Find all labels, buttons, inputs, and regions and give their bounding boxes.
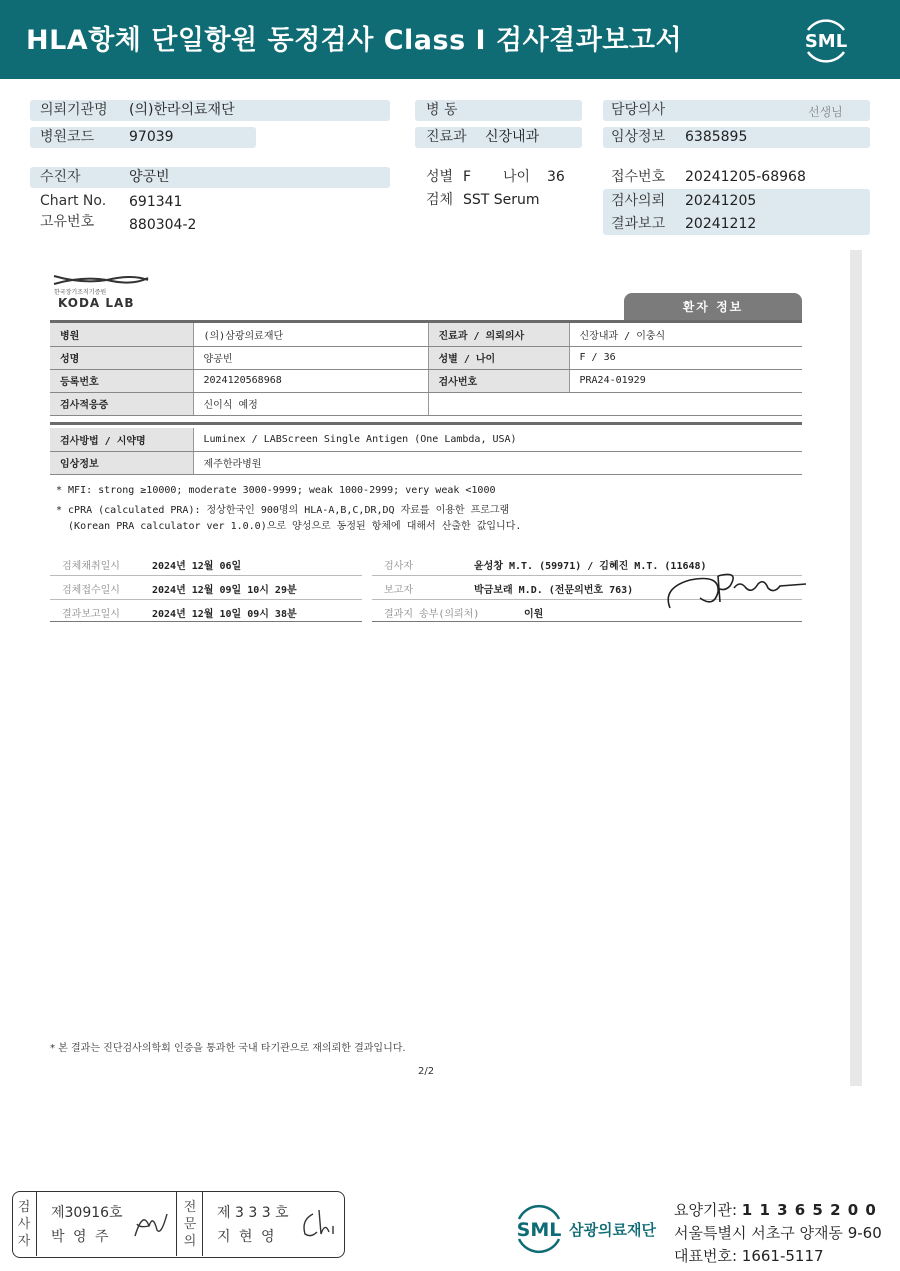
- department-value: 신장내과: [485, 129, 540, 145]
- note-cpra: * cPRA (calculated PRA): 정상한국인 900명의 HLA-A,B,C,DR,DQ 자료를 이용한 프로그램: [56, 505, 510, 516]
- cell-k2: 검사번호: [428, 369, 569, 392]
- care-number: 1 1 3 6 5 2 0 0: [741, 1201, 877, 1219]
- row-value: 2024년 12월 10일 09시 38분: [152, 609, 297, 620]
- cell-v2: 신장내과 / 이충식: [569, 323, 802, 346]
- request-date-label: 검사의뢰: [611, 193, 666, 209]
- requesting-org-value: (의)한라의료재단: [129, 102, 235, 118]
- koda-org-text: 한국장기조직기증원: [54, 289, 107, 296]
- age-label: 나이: [503, 169, 531, 185]
- unique-no-value: 880304-2: [129, 217, 197, 233]
- sml-footer-logo: [509, 1199, 569, 1257]
- signature-box: [12, 1191, 345, 1258]
- scan-footnote: * 본 결과는 진단검사의학회 인증을 통과한 국내 타기관으로 재의뢰한 결과입니다.: [50, 1043, 406, 1054]
- tester-label: 검 사 자: [17, 1200, 31, 1249]
- cell-k: 검사방법 / 시약명: [50, 428, 193, 451]
- report-date-value: 20241212: [685, 216, 757, 232]
- reporter-signature: [660, 558, 810, 616]
- left-bottom-rule: [50, 621, 362, 622]
- sml-logo: [796, 12, 856, 68]
- tester-name: 박 영 주: [51, 1229, 111, 1245]
- specimen-label: 검체: [426, 192, 454, 208]
- patient-info-row: [50, 346, 802, 369]
- page-number: 2/2: [418, 1066, 435, 1077]
- unique-no-label: 고유번호: [40, 214, 95, 230]
- chart-no-value: 691341: [129, 194, 183, 210]
- care-label: 요양기관:: [674, 1201, 738, 1219]
- sml-footer-logo-text: SML: [516, 1219, 562, 1241]
- cell-k1: 성명: [50, 346, 193, 369]
- scan-detail-row: [384, 581, 633, 596]
- report-title: HLA항체 단일항원 동정검사 Class I 검사결과보고서: [26, 25, 683, 56]
- cell-k1: 등록번호: [50, 369, 193, 392]
- test-method-row: [50, 428, 802, 451]
- test-method-row: [50, 451, 802, 474]
- receipt-no-value: 20241205-68968: [685, 169, 806, 185]
- footer-address: 서울특별시 서초구 양재동 9-60: [674, 1224, 882, 1242]
- scan-detail-row: [62, 605, 297, 620]
- cell-v: 제주한라병원: [193, 451, 802, 474]
- cell-v1: (의)삼광의료재단: [193, 323, 428, 346]
- note-mfi: * MFI: strong ≥10000; moderate 3000-9999; weak 1000-2999; very weak <1000: [56, 485, 496, 496]
- specialist-label-cell: [177, 1192, 203, 1256]
- scan-detail-row: [384, 557, 707, 572]
- right-bottom-rule: [372, 621, 802, 622]
- patient-info-tab: 환자 정보: [624, 293, 802, 321]
- tester-label-cell: [13, 1192, 37, 1256]
- table2-top-rule: [50, 422, 802, 425]
- cell-k1: 병원: [50, 323, 193, 346]
- row-key: 결과보고일시: [62, 609, 120, 620]
- row-divider: [50, 575, 362, 576]
- specimen-value: SST Serum: [463, 192, 540, 208]
- patient-info-table: [50, 323, 802, 416]
- doctor-suffix: 선생님: [808, 105, 843, 119]
- cell-v: Luminex / LABScreen Single Antigen (One Lambda, USA): [193, 428, 802, 451]
- hospital-code-value: 97039: [129, 129, 174, 145]
- cell-k1: 검사적응증: [50, 392, 193, 415]
- department-label: 진료과: [426, 129, 467, 145]
- clinical-info-label: 임상정보: [611, 129, 666, 145]
- row-value: 박금보래 M.D. (전문의번호 763): [474, 585, 634, 596]
- receipt-no-label: 접수번호: [611, 169, 666, 185]
- request-date-value: 20241205: [685, 193, 757, 209]
- patient-info-row: [50, 392, 802, 415]
- row-key: 검사자: [384, 561, 413, 572]
- phone-label: 대표번호:: [674, 1247, 738, 1265]
- scrollbar[interactable]: [850, 250, 862, 1086]
- cell-k2: 진료과 / 의뢰의사: [428, 323, 569, 346]
- chart-no-label: Chart No.: [40, 193, 107, 209]
- specialist-name: 지 현 영: [217, 1229, 277, 1245]
- patient-info-row: [50, 323, 802, 346]
- cell-v2: [569, 392, 802, 415]
- row-value: 2024년 12월 06일: [152, 561, 242, 572]
- koda-lab-name: KODA LAB: [58, 296, 135, 310]
- row-key: 검체접수일시: [62, 585, 120, 596]
- tester-signature: [131, 1206, 171, 1242]
- report-date-label: 결과보고: [611, 216, 666, 232]
- sml-logo-text: SML: [804, 31, 848, 52]
- care-institution: [674, 1199, 877, 1220]
- sex-label: 성별: [426, 169, 454, 185]
- sex-value: F: [463, 169, 472, 185]
- scan-detail-row: [62, 557, 241, 572]
- scan-detail-row: [62, 581, 297, 596]
- row-key: 검체채취일시: [62, 561, 120, 572]
- row-value: 2024년 12월 09일 10시 29분: [152, 585, 297, 596]
- footer-phone: [674, 1245, 824, 1266]
- tester-cell: [37, 1192, 177, 1256]
- specialist-license-no: 제 3 3 3 호: [217, 1205, 289, 1221]
- row-value: 윤성창 M.T. (59971) / 김혜진 M.T. (11648): [474, 561, 707, 572]
- row-value: 이원: [524, 609, 544, 620]
- cell-v2: F / 36: [569, 346, 802, 369]
- specialist-label: 전 문 의: [183, 1200, 197, 1249]
- footer-org-name: 삼광의료재단: [569, 1221, 656, 1239]
- note-cpra-cont: (Korean PRA calculator ver 1.0.0)으로 양성으로 동정된 항체에 대해서 산출한 값입니다.: [56, 521, 522, 532]
- specialist-cell: [203, 1192, 343, 1256]
- patient-value: 양공빈: [129, 169, 170, 185]
- row-divider: [50, 599, 362, 600]
- report-header: [0, 0, 900, 79]
- patient-info-row: [50, 369, 802, 392]
- phone-number: 1661-5117: [741, 1247, 824, 1265]
- cell-v2: PRA24-01929: [569, 369, 802, 392]
- cell-k2: [428, 392, 569, 415]
- cell-v1: 양공빈: [193, 346, 428, 369]
- hospital-code-label: 병원코드: [40, 129, 95, 145]
- ward-label: 병 동: [426, 102, 458, 118]
- doctor-label: 담당의사: [611, 102, 666, 118]
- cell-v1: 신이식 예정: [193, 392, 428, 415]
- tester-license-no: 제30916호: [51, 1205, 123, 1221]
- cell-v1: 2024120568968: [193, 369, 428, 392]
- cell-k2: 성별 / 나이: [428, 346, 569, 369]
- requesting-org-label: 의뢰기관명: [40, 102, 108, 118]
- cell-k: 임상정보: [50, 451, 193, 474]
- test-method-table: [50, 428, 802, 475]
- patient-row: [30, 167, 390, 188]
- scan-detail-row: [384, 605, 543, 620]
- patient-label: 수진자: [40, 169, 81, 185]
- age-value: 36: [547, 169, 565, 185]
- clinical-info-value: 6385895: [685, 129, 748, 145]
- row-key: 보고자: [384, 585, 413, 596]
- row-key: 결과지 송부(의뢰처): [384, 609, 480, 620]
- specialist-signature: [299, 1206, 339, 1242]
